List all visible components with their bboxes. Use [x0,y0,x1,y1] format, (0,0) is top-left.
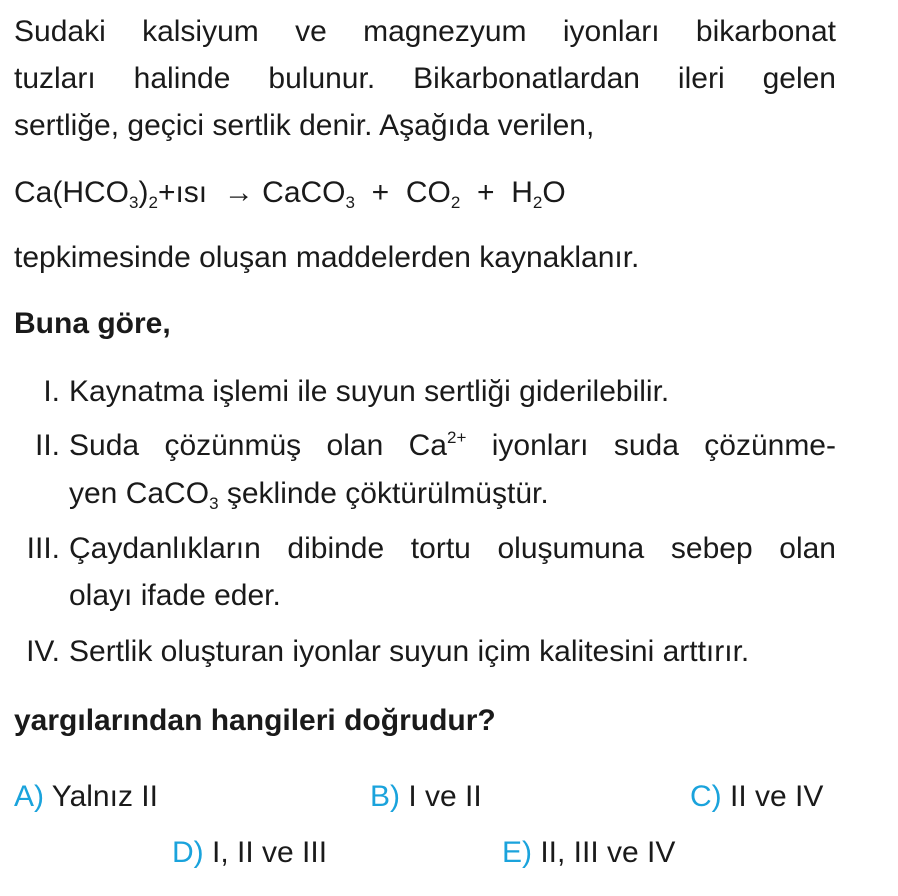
product-caco3-sub: 3 [345,193,355,212]
option-a[interactable] [14,779,158,815]
option-a-letter: A) [14,780,44,813]
question-text: yargılarından hangileri doğrudur? [14,704,496,737]
statement-2-line-1 [69,428,836,464]
intro-line-3: sertliğe, geçici sertlik denir. Aşağıda verilen, [14,109,595,142]
calcium-charge: 2+ [446,428,467,447]
heat-term: +ısı [157,176,208,209]
product-caco3: CaCO [262,176,346,209]
reactant-sub-2: 2 [148,193,158,212]
statement-4-text: Sertlik oluşturan iyonlar suyun içim kalitesini arttırır. [69,635,750,668]
statement-3-line-2: olayı ifade eder. [69,579,281,612]
after-reaction-text: tepkimesinde oluşan maddelerden kaynaklanır. [14,241,640,274]
option-e[interactable] [502,835,675,871]
reactant: Ca(HCO [14,176,130,209]
statement-2-number: II. [34,429,60,462]
plus-sign-2: + [477,176,495,209]
option-c-letter: C) [690,780,722,813]
product-co2-sub: 2 [450,193,461,212]
option-a-text: Yalnız II [44,780,158,813]
product-h2o-sub: 2 [532,193,543,212]
product-o: O [542,176,566,209]
lead-in: Buna göre, [14,307,171,340]
option-e-letter: E) [502,836,532,869]
reactant-close: ) [138,176,149,209]
option-b-letter: B) [370,780,400,813]
statement-1-number: I. [43,375,60,408]
statement-1-text: Kaynatma işlemi ile suyun sertliği giderilebilir. [69,375,670,408]
option-d-letter: D) [172,836,204,869]
plus-sign-1: + [371,176,390,209]
statement-2-text-b: iyonları suda çözünme- [491,429,836,462]
statement-2-line2-a: yen CaCO [69,477,210,510]
option-d-text: I, II ve III [203,836,328,869]
reactant-sub-3: 3 [129,193,139,212]
reaction-equation [14,175,566,211]
option-c[interactable] [690,779,823,815]
option-d[interactable] [172,835,327,871]
statement-2-text-a: Suda çözünmüş olan Ca [69,429,447,462]
statement-3-line-1: Çaydanlıkların dibinde tortu oluşumuna sebep olan [69,532,836,565]
question-page [14,0,884,896]
statement-2-caco3-sub: 3 [209,494,219,513]
statement-2-line-2 [69,476,549,512]
reaction-arrow: → [223,176,254,209]
statement-3-number: III. [26,532,60,565]
product-co2: CO [405,176,451,209]
option-c-text: II ve IV [721,780,824,813]
intro-line-1: Sudaki kalsiyum ve magnezyum iyonları bikarbonat [14,15,836,48]
option-b-text: I ve II [400,780,482,813]
statement-2-line2-b: şeklinde çöktürülmüştür. [218,477,549,510]
product-h: H [511,176,533,209]
intro-line-2: tuzları halinde bulunur. Bikarbonatlardan ileri gelen [14,62,836,95]
option-e-text: II, III ve IV [532,836,676,869]
option-b[interactable] [370,779,482,815]
statement-4-number: IV. [26,635,60,668]
